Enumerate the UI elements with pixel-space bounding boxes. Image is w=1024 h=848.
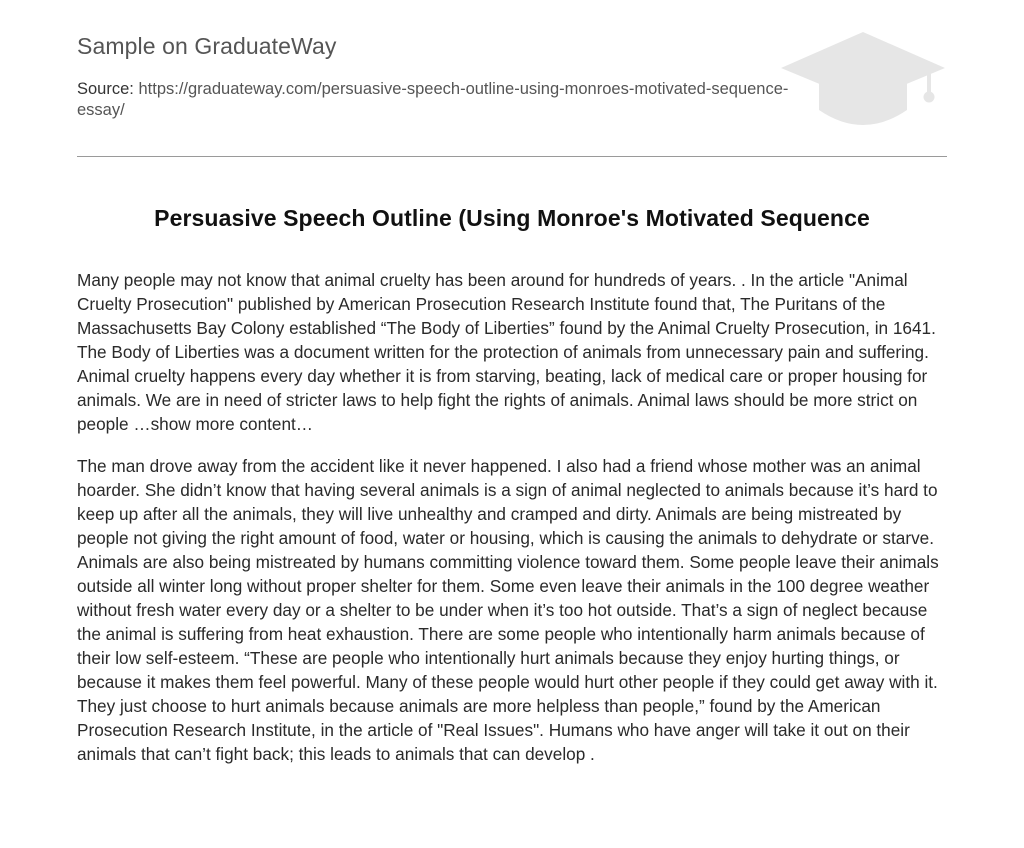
paragraph-1-text: Many people may not know that animal cruelty has been around for hundreds of years. . In the article "Animal Cruelty Prosecution" published by American Prosecution Research Institute found that, The Puritans of the Massachusetts Bay Colony established “The Body of Liberties” found by the Animal Cruelty Prosecution, in 1641. The Body of Liberties was a document written for the protection of animals from unnecessary pain and suffering. Animal cruelty happens every day whether it is from starving, beating, lack of medical care or proper housing for animals. We are in need of stricter laws to help fight the rights of animals. Animal laws should be more strict on people [77, 270, 936, 434]
document-page [77, 0, 947, 764]
paragraph-2: The man drove away from the accident like it never happened. I also had a friend whose mother was an animal hoarder. She didn’t know that having several animals is a sign of animal neglected to animals because it’s hard to keep up after all the animals, they will live unhealthy and cramped and dirty. Animals are being mistreated by people not giving the right amount of food, water or housing, which is causing the animals to dehydrate or starve. Animals are also being mistreated by humans committing violence toward them. Some people leave their animals outside all winter long without proper shelter for them. Some even leave their animals in the 100 degree weather without fresh water every day or a shelter to be under when it’s too hot outside. That’s a sign of neglect because the animal is suffering from heat exhaustion. There are some people who intentionally harm animals because of their low self-esteem. “These are people who intentionally hurt animals because they enjoy hurting things, or because it makes them feel powerful. Many of these people would hurt other people if they could get away with it. They just choose to hurt animals because animals are more helpless than people,” found by the American Prosecution Research Institute, in the article of "Real Issues". Humans who have anger will take it out on their animals that can’t fight back; this leads to animals that can develop . [77, 456, 939, 764]
page-header [77, 0, 947, 157]
article-body [77, 268, 947, 784]
page-title: Persuasive Speech Outline (Using Monroe's Motivated Sequence [154, 205, 870, 231]
graduation-cap-icon [779, 30, 947, 134]
paragraph-1 [77, 268, 947, 436]
source-link[interactable]: https://graduateway.com/persuasive-speech-outline-using-monroes-motivated-sequence-essay/ [77, 80, 789, 119]
brand-name: Sample on GraduateWay [77, 33, 337, 59]
source-label: Source: [77, 80, 134, 98]
show-more-link[interactable]: …show more content… [133, 414, 313, 434]
source-line [77, 79, 797, 121]
